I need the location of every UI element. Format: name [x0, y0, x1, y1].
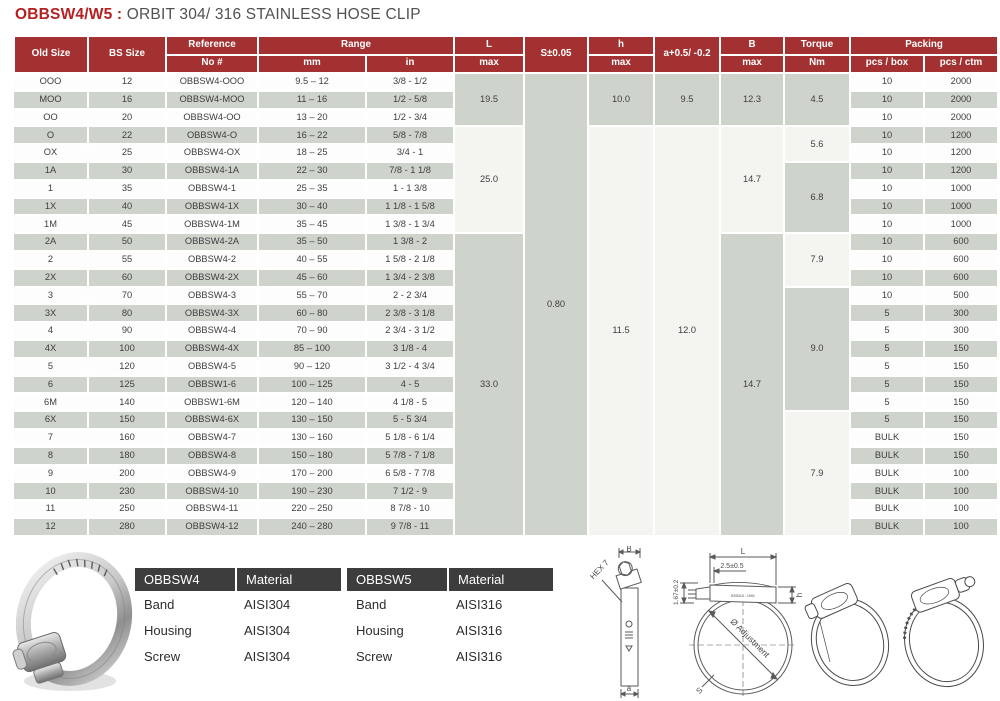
range-in-cell: 3/4 - 1 [366, 144, 454, 162]
merged-torque-cell: 4.5 [784, 73, 850, 126]
old-size-cell: 1 [14, 180, 88, 198]
dim-s-label: S [694, 685, 705, 696]
material-column-header: Material [449, 568, 553, 591]
range-in-cell: 6 5/8 - 7 7/8 [366, 465, 454, 483]
reference-cell: OBBSW4-7 [166, 429, 258, 447]
clamp-illustration-perforated [892, 558, 996, 700]
pcs-box-cell: 5 [850, 304, 924, 322]
pcs-ctm-cell: 1200 [924, 162, 998, 180]
old-size-cell: 4X [14, 340, 88, 358]
material-table-product: OBBSW4 [135, 568, 235, 591]
range-in-cell: 5 - 5 3/4 [366, 411, 454, 429]
pcs-box-cell: 10 [850, 287, 924, 305]
old-size-cell: 7 [14, 429, 88, 447]
pcs-ctm-cell: 2000 [924, 109, 998, 127]
pcs-ctm-cell: 150 [924, 376, 998, 394]
bs-size-cell: 230 [88, 482, 166, 500]
product-code: OBBSW4/W5 : [15, 6, 123, 23]
pcs-box-cell: 10 [850, 91, 924, 109]
old-size-cell: OX [14, 144, 88, 162]
pcs-box-cell: BULK [850, 465, 924, 483]
material-table-product: OBBSW5 [347, 568, 447, 591]
old-size-cell: 3X [14, 304, 88, 322]
reference-cell: OBBSW1-6 [166, 376, 258, 394]
material-grade: AISI304 [244, 596, 291, 612]
old-size-cell: 1A [14, 162, 88, 180]
reference-cell: OBBSW4-1X [166, 198, 258, 216]
material-part: Band [356, 596, 387, 612]
old-size-cell: 10 [14, 482, 88, 500]
reference-cell: OBBSW4-OOO [166, 73, 258, 91]
reference-cell: OBBSW4-1A [166, 162, 258, 180]
material-grade: AISI304 [244, 648, 291, 664]
old-size-cell: 9 [14, 465, 88, 483]
bs-size-cell: 80 [88, 304, 166, 322]
old-size-cell: 8 [14, 447, 88, 465]
pcs-ctm-cell: 150 [924, 393, 998, 411]
pcs-ctm-cell: 600 [924, 233, 998, 251]
range-in-cell: 1 1/8 - 1 5/8 [366, 198, 454, 216]
range-mm-cell: 120 – 140 [258, 393, 366, 411]
merged-torque-cell: 7.9 [784, 411, 850, 536]
material-row [347, 643, 553, 669]
pcs-ctm-cell: 300 [924, 304, 998, 322]
pcs-ctm-cell: 300 [924, 322, 998, 340]
range-mm-cell: 35 – 45 [258, 215, 366, 233]
range-mm-cell: 45 – 60 [258, 269, 366, 287]
bs-size-cell: 55 [88, 251, 166, 269]
col-header-bs-size: BS Size [88, 36, 166, 73]
range-mm-cell: 220 – 250 [258, 500, 366, 518]
merged-h-cell: 11.5 [588, 126, 654, 535]
bs-size-cell: 280 [88, 518, 166, 536]
reference-cell: OBBSW4-4X [166, 340, 258, 358]
reference-cell: OBBSW4-OO [166, 109, 258, 127]
material-part: Housing [356, 622, 404, 638]
merged-torque-cell: 7.9 [784, 233, 850, 286]
material-row [135, 617, 341, 643]
pcs-ctm-cell: 1200 [924, 144, 998, 162]
pcs-box-cell: 10 [850, 162, 924, 180]
pcs-box-cell: 5 [850, 376, 924, 394]
old-size-cell: 2 [14, 251, 88, 269]
spec-table [13, 35, 999, 537]
pcs-ctm-cell: 100 [924, 482, 998, 500]
old-size-cell: 5 [14, 358, 88, 376]
band-outline [621, 588, 638, 686]
pcs-box-cell: 10 [850, 73, 924, 91]
pcs-box-cell: BULK [850, 447, 924, 465]
reference-cell: OBBSW4-12 [166, 518, 258, 536]
material-table-obbsw4 [135, 568, 341, 669]
range-in-cell: 3 1/2 - 4 3/4 [366, 358, 454, 376]
old-size-cell: 4 [14, 322, 88, 340]
pcs-ctm-cell: 150 [924, 411, 998, 429]
merged-torque-cell: 6.8 [784, 162, 850, 233]
pcs-ctm-cell: 1000 [924, 180, 998, 198]
bs-size-cell: 16 [88, 91, 166, 109]
pcs-box-cell: 5 [850, 411, 924, 429]
material-column-header: Material [237, 568, 341, 591]
col-header-pcs-box: pcs / box [850, 55, 924, 74]
pcs-ctm-cell: 1200 [924, 126, 998, 144]
pcs-box-cell: 10 [850, 198, 924, 216]
side-view-drawing [588, 546, 668, 698]
pcs-ctm-cell: 150 [924, 447, 998, 465]
range-mm-cell: 130 – 150 [258, 411, 366, 429]
reference-cell: OBBSW4-2X [166, 269, 258, 287]
col-header-pcs-ctm: pcs / ctm [924, 55, 998, 74]
pcs-ctm-cell: 100 [924, 465, 998, 483]
range-mm-cell: 35 – 50 [258, 233, 366, 251]
material-row [347, 617, 553, 643]
range-mm-cell: 90 – 120 [258, 358, 366, 376]
reference-cell: OBBSW4-OX [166, 144, 258, 162]
range-mm-cell: 190 – 230 [258, 482, 366, 500]
merged-h-cell: 10.0 [588, 73, 654, 126]
pcs-box-cell: 10 [850, 251, 924, 269]
range-in-cell: 3 1/8 - 4 [366, 340, 454, 358]
old-size-cell: 12 [14, 518, 88, 536]
range-mm-cell: 55 – 70 [258, 287, 366, 305]
housing-marking: BS5315 : 1991 [731, 594, 755, 598]
col-header-mm: mm [258, 55, 366, 74]
pcs-ctm-cell: 600 [924, 251, 998, 269]
old-size-cell: OOO [14, 73, 88, 91]
range-in-cell: 3/8 - 1/2 [366, 73, 454, 91]
range-in-cell: 7 1/2 - 9 [366, 482, 454, 500]
col-header-h: h [588, 36, 654, 55]
reference-cell: OBBSW4-10 [166, 482, 258, 500]
merged-a-cell: 9.5 [654, 73, 720, 126]
pcs-ctm-cell: 150 [924, 340, 998, 358]
merged-l-cell: 19.5 [454, 73, 524, 126]
range-in-cell: 1 3/8 - 1 3/4 [366, 215, 454, 233]
pcs-box-cell: BULK [850, 429, 924, 447]
col-header-no: No # [166, 55, 258, 74]
range-mm-cell: 40 – 55 [258, 251, 366, 269]
material-part: Band [144, 596, 175, 612]
range-in-cell: 4 - 5 [366, 376, 454, 394]
col-header-nm: Nm [784, 55, 850, 74]
range-mm-cell: 130 – 160 [258, 429, 366, 447]
dim-h-label: h [795, 592, 804, 598]
range-mm-cell: 22 – 30 [258, 162, 366, 180]
material-part: Housing [144, 622, 192, 638]
spec-row [14, 126, 998, 144]
range-in-cell: 1 - 1 3/8 [366, 180, 454, 198]
reference-cell: OBBSW4-1 [166, 180, 258, 198]
pcs-ctm-cell: 150 [924, 429, 998, 447]
range-mm-cell: 25 – 35 [258, 180, 366, 198]
reference-cell: OBBSW4-3 [166, 287, 258, 305]
material-grade: AISI316 [456, 622, 503, 638]
reference-cell: OBBSW4-8 [166, 447, 258, 465]
page-title [15, 6, 421, 24]
material-row [135, 643, 341, 669]
material-grade: AISI304 [244, 622, 291, 638]
range-mm-cell: 100 – 125 [258, 376, 366, 394]
reference-cell: OBBSW4-4 [166, 322, 258, 340]
pcs-ctm-cell: 150 [924, 358, 998, 376]
range-mm-cell: 240 – 280 [258, 518, 366, 536]
spec-row [14, 233, 998, 251]
bs-size-cell: 25 [88, 144, 166, 162]
bs-size-cell: 140 [88, 393, 166, 411]
material-row [347, 591, 553, 617]
material-part: Screw [144, 648, 181, 664]
dim-l-label: L [740, 547, 746, 556]
old-size-cell: 6X [14, 411, 88, 429]
dim-screw-label: 2.5±0.5 [720, 563, 744, 570]
pcs-box-cell: 10 [850, 109, 924, 127]
pcs-box-cell: 10 [850, 180, 924, 198]
range-in-cell: 5 1/8 - 6 1/4 [366, 429, 454, 447]
reference-cell: OBBSW4-MOO [166, 91, 258, 109]
merged-l-cell: 25.0 [454, 126, 524, 233]
pcs-box-cell: 10 [850, 233, 924, 251]
col-header-torque: Torque [784, 36, 850, 55]
range-in-cell: 9 7/8 - 11 [366, 518, 454, 536]
dim-a-label: a [626, 684, 632, 693]
front-view-drawing [658, 543, 808, 701]
pcs-ctm-cell: 500 [924, 287, 998, 305]
old-size-cell: 1M [14, 215, 88, 233]
hose-clip-photo [8, 541, 140, 699]
spec-table-header [14, 36, 998, 73]
material-grade: AISI316 [456, 596, 503, 612]
old-size-cell: MOO [14, 91, 88, 109]
pcs-box-cell: 10 [850, 269, 924, 287]
material-row [135, 591, 341, 617]
range-in-cell: 5 7/8 - 7 1/8 [366, 447, 454, 465]
reference-cell: OBBSW4-1M [166, 215, 258, 233]
pcs-ctm-cell: 100 [924, 500, 998, 518]
reference-cell: OBBSW4-O [166, 126, 258, 144]
pcs-ctm-cell: 2000 [924, 91, 998, 109]
col-header-b: B [720, 36, 784, 55]
pcs-box-cell: 5 [850, 340, 924, 358]
col-header-s: S±0.05 [524, 36, 588, 73]
range-in-cell: 5/8 - 7/8 [366, 126, 454, 144]
spec-row [14, 73, 998, 91]
col-header-l: L [454, 36, 524, 55]
reference-cell: OBBSW4-2A [166, 233, 258, 251]
dim-b-label: B [626, 546, 632, 554]
range-in-cell: 2 3/8 - 3 1/8 [366, 304, 454, 322]
bs-size-cell: 70 [88, 287, 166, 305]
reference-cell: OBBSW4-2 [166, 251, 258, 269]
bs-size-cell: 120 [88, 358, 166, 376]
range-mm-cell: 30 – 40 [258, 198, 366, 216]
bs-size-cell: 160 [88, 429, 166, 447]
bs-size-cell: 250 [88, 500, 166, 518]
bs-size-cell: 90 [88, 322, 166, 340]
range-in-cell: 1/2 - 5/8 [366, 91, 454, 109]
pcs-box-cell: 10 [850, 215, 924, 233]
adjustment-label: Ø Adjustment [728, 616, 772, 660]
old-size-cell: 6 [14, 376, 88, 394]
pcs-ctm-cell: 2000 [924, 73, 998, 91]
old-size-cell: 11 [14, 500, 88, 518]
dim-tail-label: 1.67±0.2 [673, 579, 680, 605]
merged-s-cell: 0.80 [524, 73, 588, 536]
col-header-b-max: max [720, 55, 784, 74]
col-header-l-max: max [454, 55, 524, 74]
range-in-cell: 1 3/8 - 2 [366, 233, 454, 251]
range-mm-cell: 170 – 200 [258, 465, 366, 483]
reference-cell: OBBSW1-6M [166, 393, 258, 411]
pcs-box-cell: 10 [850, 144, 924, 162]
merged-b-cell: 14.7 [720, 233, 784, 536]
merged-l-cell: 33.0 [454, 233, 524, 536]
col-header-in: in [366, 55, 454, 74]
bs-size-cell: 35 [88, 180, 166, 198]
merged-a-cell: 12.0 [654, 126, 720, 535]
range-in-cell: 7/8 - 1 1/8 [366, 162, 454, 180]
range-in-cell: 8 7/8 - 10 [366, 500, 454, 518]
spec-table-body [14, 73, 998, 536]
bs-size-cell: 45 [88, 215, 166, 233]
col-header-range: Range [258, 36, 454, 55]
pcs-box-cell: 5 [850, 322, 924, 340]
range-mm-cell: 13 – 20 [258, 109, 366, 127]
pcs-ctm-cell: 1000 [924, 198, 998, 216]
range-in-cell: 1/2 - 3/4 [366, 109, 454, 127]
reference-cell: OBBSW4-9 [166, 465, 258, 483]
range-in-cell: 2 - 2 3/4 [366, 287, 454, 305]
merged-torque-cell: 5.6 [784, 126, 850, 162]
material-table-obbsw5 [347, 568, 553, 669]
range-mm-cell: 70 – 90 [258, 322, 366, 340]
old-size-cell: O [14, 126, 88, 144]
pcs-box-cell: 5 [850, 393, 924, 411]
pcs-box-cell: BULK [850, 482, 924, 500]
merged-b-cell: 14.7 [720, 126, 784, 233]
range-mm-cell: 16 – 22 [258, 126, 366, 144]
pcs-box-cell: BULK [850, 500, 924, 518]
pcs-box-cell: BULK [850, 518, 924, 536]
range-in-cell: 2 3/4 - 3 1/2 [366, 322, 454, 340]
material-grade: AISI316 [456, 648, 503, 664]
col-header-reference: Reference [166, 36, 258, 55]
old-size-cell: 2A [14, 233, 88, 251]
bs-size-cell: 150 [88, 411, 166, 429]
bs-size-cell: 100 [88, 340, 166, 358]
range-mm-cell: 18 – 25 [258, 144, 366, 162]
hex-label: HEX 7 [588, 558, 611, 582]
bs-size-cell: 180 [88, 447, 166, 465]
old-size-cell: 6M [14, 393, 88, 411]
range-mm-cell: 9.5 – 12 [258, 73, 366, 91]
col-header-a: a+0.5/ -0.2 [654, 36, 720, 73]
old-size-cell: 1X [14, 198, 88, 216]
pcs-ctm-cell: 1000 [924, 215, 998, 233]
range-mm-cell: 60 – 80 [258, 304, 366, 322]
old-size-cell: 3 [14, 287, 88, 305]
range-in-cell: 4 1/8 - 5 [366, 393, 454, 411]
bs-size-cell: 125 [88, 376, 166, 394]
range-in-cell: 1 3/4 - 2 3/8 [366, 269, 454, 287]
product-name: ORBIT 304/ 316 STAINLESS HOSE CLIP [126, 6, 421, 23]
range-mm-cell: 11 – 16 [258, 91, 366, 109]
reference-cell: OBBSW4-5 [166, 358, 258, 376]
merged-b-cell: 12.3 [720, 73, 784, 126]
bs-size-cell: 200 [88, 465, 166, 483]
bs-size-cell: 40 [88, 198, 166, 216]
bs-size-cell: 30 [88, 162, 166, 180]
clamp-illustration-solid [800, 562, 900, 700]
reference-cell: OBBSW4-11 [166, 500, 258, 518]
bs-size-cell: 22 [88, 126, 166, 144]
pcs-box-cell: 5 [850, 358, 924, 376]
bs-size-cell: 60 [88, 269, 166, 287]
pcs-ctm-cell: 600 [924, 269, 998, 287]
pcs-ctm-cell: 100 [924, 518, 998, 536]
merged-torque-cell: 9.0 [784, 287, 850, 412]
bs-size-cell: 20 [88, 109, 166, 127]
reference-cell: OBBSW4-3X [166, 304, 258, 322]
reference-cell: OBBSW4-6X [166, 411, 258, 429]
bs-size-cell: 12 [88, 73, 166, 91]
pcs-box-cell: 10 [850, 126, 924, 144]
range-in-cell: 1 5/8 - 2 1/8 [366, 251, 454, 269]
old-size-cell: 2X [14, 269, 88, 287]
bs-size-cell: 50 [88, 233, 166, 251]
col-header-packing: Packing [850, 36, 998, 55]
material-part: Screw [356, 648, 393, 664]
col-header-h-max: max [588, 55, 654, 74]
col-header-old-size: Old Size [14, 36, 88, 73]
old-size-cell: OO [14, 109, 88, 127]
range-mm-cell: 150 – 180 [258, 447, 366, 465]
range-mm-cell: 85 – 100 [258, 340, 366, 358]
